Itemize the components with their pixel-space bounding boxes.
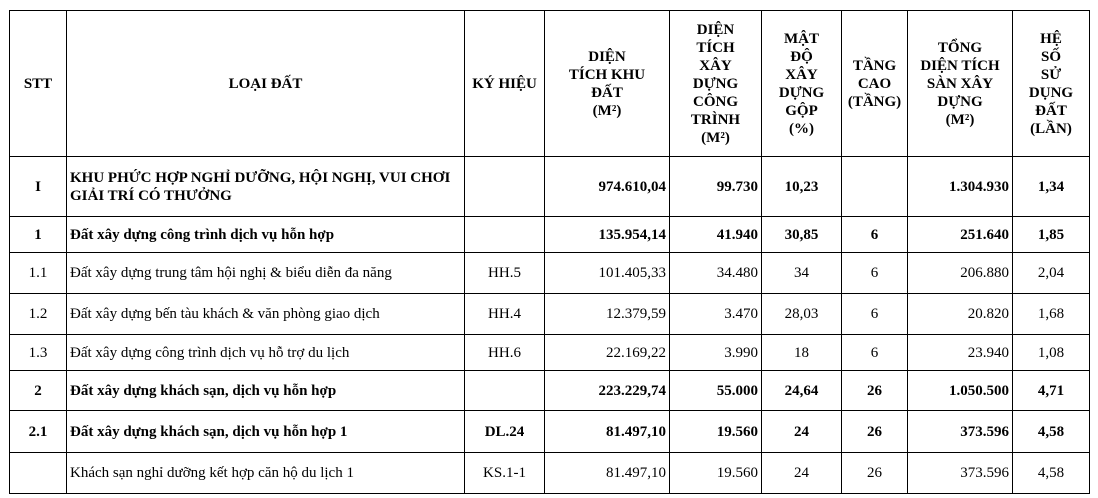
cell-loai-dat: Đất xây dựng công trình dịch vụ hỗn hợp: [67, 217, 465, 253]
cell-ky-hieu: [465, 217, 545, 253]
table-row: [10, 335, 1090, 371]
header-he-so-su-dung-dat: HỆ SỐ SỬ DỤNG ĐẤT (LẦN): [1013, 11, 1090, 157]
cell-he-so: 4,58: [1013, 411, 1090, 453]
cell-dt-khu-dat: 101.405,33: [545, 253, 670, 294]
header-ky-hieu: KÝ HIỆU: [465, 11, 545, 157]
cell-tong-dt-san: 20.820: [908, 294, 1013, 335]
table-row: [10, 217, 1090, 253]
cell-ky-hieu: [465, 371, 545, 411]
cell-ky-hieu: KS.1-1: [465, 453, 545, 494]
cell-mat-do: 24,64: [762, 371, 842, 411]
cell-ky-hieu: DL.24: [465, 411, 545, 453]
header-tang-cao: TẦNG CAO (TẦNG): [842, 11, 908, 157]
table-row: [10, 294, 1090, 335]
cell-he-so: 4,71: [1013, 371, 1090, 411]
cell-tang-cao: 6: [842, 335, 908, 371]
cell-tang-cao: 6: [842, 253, 908, 294]
cell-dt-khu-dat: 81.497,10: [545, 411, 670, 453]
table-row: [10, 411, 1090, 453]
cell-stt: 1.3: [10, 335, 67, 371]
cell-stt: I: [10, 157, 67, 217]
cell-he-so: 2,04: [1013, 253, 1090, 294]
header-dien-tich-khu-dat: DIỆN TÍCH KHU ĐẤT (M²): [545, 11, 670, 157]
table-row: [10, 371, 1090, 411]
cell-dt-xay-dung: 19.560: [670, 411, 762, 453]
cell-tong-dt-san: 251.640: [908, 217, 1013, 253]
cell-tang-cao: 6: [842, 294, 908, 335]
cell-ky-hieu: HH.4: [465, 294, 545, 335]
cell-loai-dat: KHU PHỨC HỢP NGHỈ DƯỠNG, HỘI NGHỊ, VUI CHƠI GIẢI TRÍ CÓ THƯỞNG: [67, 157, 465, 217]
cell-tang-cao: 6: [842, 217, 908, 253]
cell-tong-dt-san: 373.596: [908, 411, 1013, 453]
cell-mat-do: 24: [762, 411, 842, 453]
cell-mat-do: 24: [762, 453, 842, 494]
table-row: [10, 157, 1090, 217]
cell-dt-xay-dung: 19.560: [670, 453, 762, 494]
cell-mat-do: 28,03: [762, 294, 842, 335]
cell-loai-dat: Đất xây dựng khách sạn, dịch vụ hỗn hợp: [67, 371, 465, 411]
cell-he-so: 1,85: [1013, 217, 1090, 253]
cell-he-so: 4,58: [1013, 453, 1090, 494]
cell-tong-dt-san: 23.940: [908, 335, 1013, 371]
cell-ky-hieu: HH.5: [465, 253, 545, 294]
cell-stt: 2: [10, 371, 67, 411]
cell-dt-khu-dat: 135.954,14: [545, 217, 670, 253]
cell-tong-dt-san: 1.304.930: [908, 157, 1013, 217]
header-row: [10, 11, 1090, 157]
cell-stt: 1: [10, 217, 67, 253]
cell-loai-dat: Đất xây dựng bến tàu khách & văn phòng giao dịch: [67, 294, 465, 335]
cell-tong-dt-san: 373.596: [908, 453, 1013, 494]
cell-loai-dat: Đất xây dựng trung tâm hội nghị & biểu diễn đa năng: [67, 253, 465, 294]
cell-stt: [10, 453, 67, 494]
cell-dt-xay-dung: 3.990: [670, 335, 762, 371]
cell-stt: 2.1: [10, 411, 67, 453]
cell-tang-cao: 26: [842, 411, 908, 453]
cell-dt-xay-dung: 55.000: [670, 371, 762, 411]
cell-mat-do: 34: [762, 253, 842, 294]
header-loai-dat: LOẠI ĐẤT: [67, 11, 465, 157]
header-dien-tich-xay-dung: DIỆN TÍCH XÂY DỰNG CÔNG TRÌNH (M²): [670, 11, 762, 157]
header-tong-dien-tich-san: TỔNG DIỆN TÍCH SÀN XÂY DỰNG (M²): [908, 11, 1013, 157]
cell-he-so: 1,68: [1013, 294, 1090, 335]
cell-dt-khu-dat: 974.610,04: [545, 157, 670, 217]
table-row: [10, 253, 1090, 294]
cell-tang-cao: 26: [842, 453, 908, 494]
cell-mat-do: 30,85: [762, 217, 842, 253]
header-mat-do: MẬT ĐỘ XÂY DỰNG GỘP (%): [762, 11, 842, 157]
cell-dt-xay-dung: 99.730: [670, 157, 762, 217]
cell-mat-do: 10,23: [762, 157, 842, 217]
cell-mat-do: 18: [762, 335, 842, 371]
cell-tong-dt-san: 206.880: [908, 253, 1013, 294]
cell-he-so: 1,08: [1013, 335, 1090, 371]
cell-dt-khu-dat: 22.169,22: [545, 335, 670, 371]
cell-tong-dt-san: 1.050.500: [908, 371, 1013, 411]
cell-he-so: 1,34: [1013, 157, 1090, 217]
cell-loai-dat: Đất xây dựng khách sạn, dịch vụ hỗn hợp 1: [67, 411, 465, 453]
header-stt: STT: [10, 11, 67, 157]
cell-loai-dat: Khách sạn nghỉ dưỡng kết hợp căn hộ du lịch 1: [67, 453, 465, 494]
cell-ky-hieu: [465, 157, 545, 217]
cell-dt-xay-dung: 3.470: [670, 294, 762, 335]
cell-dt-khu-dat: 223.229,74: [545, 371, 670, 411]
land-use-table: [9, 10, 1090, 494]
cell-tang-cao: 26: [842, 371, 908, 411]
cell-stt: 1.2: [10, 294, 67, 335]
cell-ky-hieu: HH.6: [465, 335, 545, 371]
cell-dt-xay-dung: 41.940: [670, 217, 762, 253]
cell-stt: 1.1: [10, 253, 67, 294]
cell-dt-xay-dung: 34.480: [670, 253, 762, 294]
cell-loai-dat: Đất xây dựng công trình dịch vụ hỗ trợ du lịch: [67, 335, 465, 371]
table-row: [10, 453, 1090, 494]
cell-dt-khu-dat: 81.497,10: [545, 453, 670, 494]
cell-tang-cao: [842, 157, 908, 217]
cell-dt-khu-dat: 12.379,59: [545, 294, 670, 335]
